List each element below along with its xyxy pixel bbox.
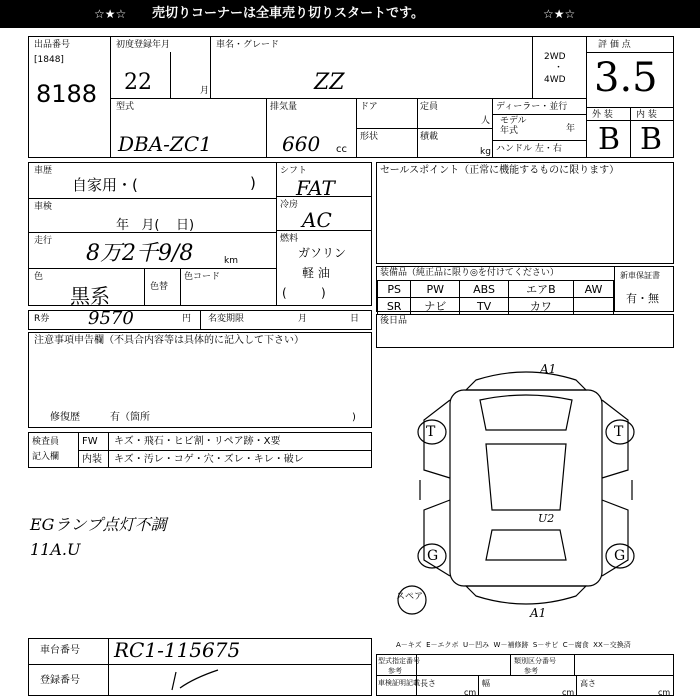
mark-bottom: A1 — [530, 606, 547, 620]
score-label: 評 価 点 — [598, 40, 631, 50]
exterior-value: B — [598, 122, 621, 157]
int-text: キズ・汚レ・コゲ・穴・ズレ・キレ・破レ — [114, 454, 304, 465]
lot-number: 8188 — [36, 80, 98, 108]
banner-right-stars: ☆★☆ — [543, 7, 576, 21]
handwritten-note-2: 11A.U — [30, 540, 81, 559]
length-unit: cm — [464, 688, 477, 697]
capacity-label: 定員 — [420, 102, 439, 112]
repair-close: ) — [352, 412, 356, 423]
length-label: 長さ — [420, 679, 436, 688]
displacement-value: 660 — [282, 132, 321, 156]
door-label: ドア — [360, 102, 378, 112]
width-label: 幅 — [482, 679, 490, 688]
color-label: 色 — [34, 272, 44, 282]
type-no-label: 型式指定番号 — [378, 657, 420, 665]
model-year-unit: 年 — [566, 124, 576, 134]
inspector-label-2: 記入欄 — [32, 452, 60, 462]
reg-year-label: 初度登録年月 — [116, 40, 171, 50]
reg-year-value: 22 — [124, 70, 152, 95]
model-value: DBA-ZC1 — [118, 132, 212, 156]
day-unit: 日 — [350, 314, 360, 324]
mileage-label: 走行 — [34, 236, 53, 246]
month-unit: 月 — [298, 314, 308, 324]
reg-date-label: 車検証明記載 — [378, 679, 420, 687]
color-change-label: 色替 — [150, 282, 169, 292]
drive-sep: ・ — [554, 63, 564, 73]
load-unit: kg — [480, 147, 491, 157]
history-close: ) — [250, 174, 256, 192]
mark-mid: U2 — [538, 512, 555, 525]
model-year-label: モデル 年式 — [500, 116, 527, 136]
inspector-label-1: 検査員 — [32, 437, 60, 447]
color-code-label: 色コード — [184, 272, 221, 282]
displacement-label: 排気量 — [270, 102, 298, 112]
name-change-label: 名変期限 — [208, 314, 245, 324]
car-damage-diagram — [380, 360, 672, 620]
recycle-value: 9570 — [88, 308, 134, 329]
mark-front-right: T — [614, 424, 624, 440]
repair-label: 修復歴 — [50, 412, 80, 423]
drive-4wd: 4WD — [544, 75, 566, 85]
mark-rear-right: G — [614, 548, 626, 564]
score-value: 3.5 — [594, 55, 658, 101]
int-label: 内装 — [82, 454, 102, 465]
warranty-value: 有・無 — [626, 292, 659, 305]
handwritten-note-1: EGランプ点灯不調 — [30, 515, 167, 534]
mark-rear-left: G — [427, 548, 439, 564]
ac-label: 冷房 — [280, 200, 299, 210]
history-label: 車歴 — [34, 166, 53, 176]
equip-abs: ABS — [460, 281, 509, 298]
equip-ps: PS — [378, 281, 411, 298]
dealer-label: ディーラー・並行 — [496, 102, 568, 112]
chassis-label: 車台番号 — [40, 645, 80, 656]
later-items-label: 後日品 — [380, 316, 408, 326]
interior-label: 内 装 — [636, 110, 657, 120]
height-unit: cm — [658, 688, 671, 697]
drive-2wd: 2WD — [544, 52, 566, 62]
later-items-block — [376, 314, 674, 348]
chassis-value: RC1-115675 — [114, 638, 241, 662]
mark-front-left: T — [426, 424, 436, 440]
lot-sub: [1848] — [34, 55, 64, 65]
color-value: 黒系 — [70, 284, 110, 308]
equip-empty — [573, 298, 613, 315]
recycle-label: R券 — [34, 314, 50, 324]
recycle-unit: 円 — [182, 314, 192, 324]
sales-block — [376, 162, 674, 264]
width-unit: cm — [562, 688, 575, 697]
registration-signature — [168, 666, 228, 694]
shift-value: FAT — [296, 176, 335, 200]
equip-navi: ナビ — [411, 298, 460, 315]
equip-airbag: エアB — [508, 281, 573, 298]
equip-sr: SR — [378, 298, 411, 315]
capacity-unit: 人 — [481, 116, 491, 126]
fuel-paren: ( ) — [282, 286, 326, 300]
equipment-label: 装備品（純正品に限り◎を付けてください） — [380, 268, 559, 278]
damage-legend: A－キズ E－エクボ U－凹み W－補修跡 S－サビ C－腐食 XX－交換済 — [396, 641, 631, 649]
displacement-unit: cc — [336, 144, 347, 155]
height-label: 高さ — [580, 679, 596, 688]
equip-tv: TV — [460, 298, 509, 315]
ac-value: AC — [302, 208, 332, 232]
ref2-label: 参考 — [524, 667, 538, 675]
repair-value: 有（箇所 — [110, 412, 150, 423]
reg-month-unit: 月 — [200, 86, 210, 96]
notes-label: 注意事項申告欄（不具合内容等は具体的に記入して下さい） — [34, 335, 304, 346]
fw-text: キズ・飛石・ヒビ割・リペア跡・X要 — [114, 436, 281, 447]
spare-label: スペア — [396, 592, 424, 602]
mileage-unit: km — [224, 256, 238, 266]
equipment-table — [377, 280, 614, 315]
mileage-value: 8万2千9/8 — [86, 241, 194, 266]
car-name-label: 車名・グレード — [216, 40, 280, 50]
history-value: 自家用・( — [72, 176, 138, 194]
equip-leather: カワ — [508, 298, 573, 315]
mark-front-top: A1 — [540, 362, 557, 376]
shape-label: 形状 — [360, 132, 379, 142]
inspection-label: 車検 — [34, 202, 53, 212]
ref-label: 参考 — [388, 667, 402, 675]
fuel-diesel: 軽 油 — [302, 266, 330, 280]
inspection-value: 年 月( 日) — [116, 218, 195, 233]
exterior-label: 外 装 — [592, 110, 613, 120]
handle-label: ハンドル 左・右 — [496, 144, 562, 154]
lot-label: 出品番号 — [34, 40, 71, 50]
category-no-label: 類別区分番号 — [514, 657, 556, 665]
load-label: 積載 — [420, 132, 439, 142]
fuel-gas: ガソリン — [298, 246, 347, 260]
equip-pw: PW — [411, 281, 460, 298]
interior-value: B — [640, 122, 663, 157]
registration-label: 登録番号 — [40, 675, 80, 686]
warranty-label: 新車保証書 — [620, 271, 660, 280]
fuel-label: 燃料 — [280, 234, 299, 244]
equip-aw: AW — [573, 281, 613, 298]
top-banner — [0, 0, 700, 28]
car-name-value: ZZ — [314, 70, 345, 95]
shift-label: シフト — [280, 166, 308, 176]
fw-label: FW — [82, 436, 98, 447]
model-label: 型式 — [116, 102, 135, 112]
sales-label: セールスポイント（正常に機能するものに限ります） — [380, 165, 620, 176]
banner-left-stars: ☆★☆ — [94, 7, 127, 21]
banner-text: 売切りコーナーは全車売り切りスタートです。 — [152, 6, 424, 21]
